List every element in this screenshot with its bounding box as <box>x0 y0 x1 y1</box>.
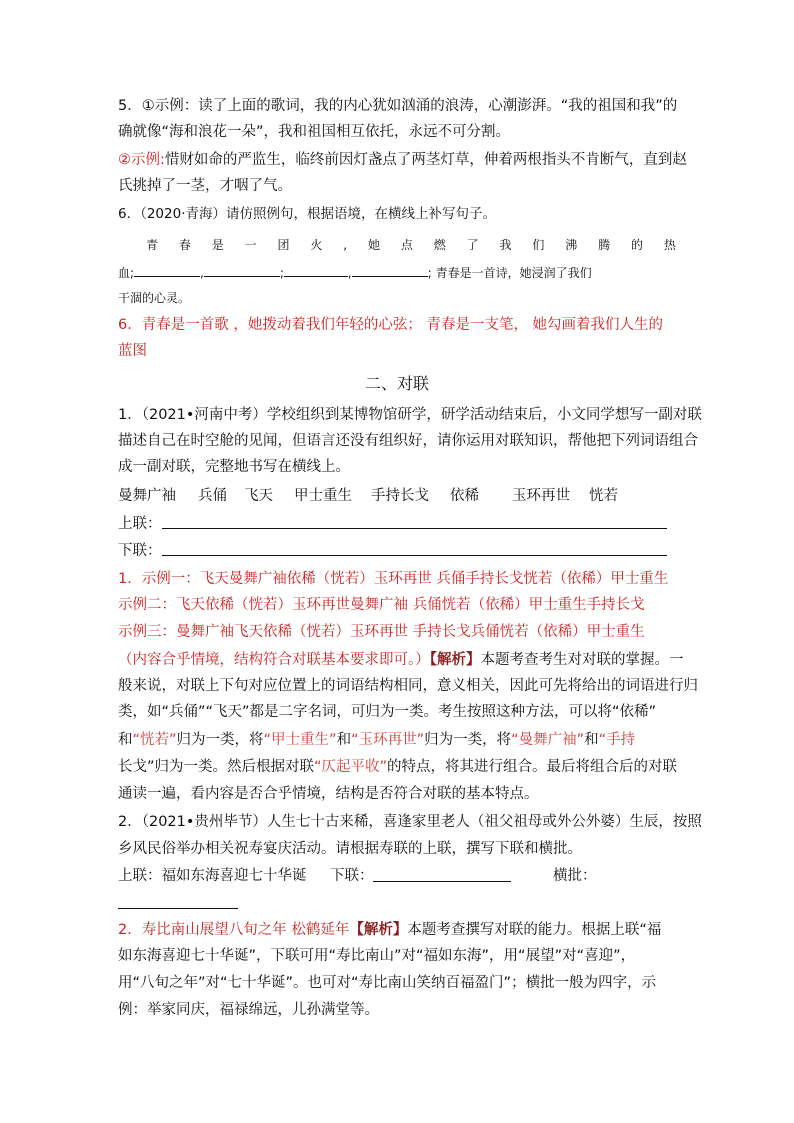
q1-note-text: （内容合乎情境，结构符合对联基本要求即可。） <box>118 652 430 668</box>
q2-answer-text: 2．寿比南山展望八旬之年 松鹤延年 <box>118 922 350 938</box>
q2-horizontal-label: 横批： <box>553 868 597 884</box>
q1-lower-answer-line[interactable] <box>162 555 667 556</box>
example-char: 团 <box>277 238 290 252</box>
q1-analysis-line-6: 通读一遍，看内容是否合乎情境，结构是否符合对联的基本特点。 <box>118 786 539 802</box>
q6-comma: , <box>347 266 352 280</box>
q2-analysis-line-3: 用“八旬之年”对“七十华诞”。也可对“寿比南山笑纳百福盈门”；横批一般为四字，示 <box>118 975 657 991</box>
q1-answer-ex2: 示例二：飞天依稀（恍若）玉环再世曼舞广袖 兵俑恍若（依稀）甲士重生手持长戈 <box>118 597 645 613</box>
q6-line-end: ; 青春是一首诗，她浸润了我们 <box>427 266 592 280</box>
text: 归为一类，将 <box>424 732 512 748</box>
example-char: 春 <box>178 238 191 252</box>
example-char: 一 <box>244 238 257 252</box>
text: 的特点，将其进行组合。最后将组合后的对联 <box>387 759 678 775</box>
section-title: 二、对联 <box>364 374 429 393</box>
q6-comma: , <box>200 266 204 280</box>
q6-semicolon: ; <box>279 266 284 280</box>
text: 和 <box>118 732 133 748</box>
q6-answer-line-1: 6．青春是一首歌 ，她拨动着我们年轻的心弦； 青春是一支笔， 她勾画着我们人生的 <box>118 317 664 333</box>
example-char: 她 <box>367 238 380 252</box>
highlight: “仄起平收” <box>314 759 388 775</box>
q2-analysis-line-2: 如东海喜迎七十华诞”，下联可用“寿比南山”对“福如东海”，用“展望”对“喜迎”， <box>118 948 636 964</box>
example-char: 青 <box>146 238 159 252</box>
q1-answer-ex3: 示例三：曼舞广袖飞天依稀（恍若）玉环再世 手持长戈兵俑恍若（依稀）甲士重生 <box>118 624 645 640</box>
example-char: 了 <box>466 238 479 252</box>
q2-upper: 上联：福如东海喜迎七十华诞 <box>118 868 307 884</box>
example-char: 火 <box>310 238 323 252</box>
q6-stem: 6．（2020·青海）请仿照例句，根据语境，在横线上补写句子。 <box>118 206 496 222</box>
text: 长戈”归为一类。然后根据对联 <box>118 759 315 775</box>
example-char: 的 <box>630 238 643 252</box>
example-char: 是 <box>211 238 224 252</box>
q1-line-1: 1．（2021•河南中考）学校组织到某博物馆研学，研学活动结束后，小文同学想写一副对联 <box>118 407 702 423</box>
word: 依稀 <box>450 488 479 504</box>
word: 玉环再世 <box>512 488 570 504</box>
q1-analysis-line-3: 类，如“兵俑”“飞天”都是二字名词，可归为一类。考生按照这种方法，可以将“依稀” <box>118 704 657 720</box>
highlight: “玉环再世” <box>351 732 425 748</box>
example-char: 点 <box>400 238 413 252</box>
q1-answer-note <box>118 650 684 670</box>
example-char: 腾 <box>598 238 611 252</box>
highlight: “甲士重生” <box>263 732 337 748</box>
example-char: 沸 <box>565 238 578 252</box>
q2-analysis-text: 本题考查撰写对联的能力。根据上联“福 <box>407 922 662 938</box>
q1-lower-label: 下联： <box>118 543 162 559</box>
example-char: , <box>343 238 348 252</box>
q6-blank-3[interactable] <box>284 262 348 277</box>
q5-answer-line-2: 确就像“海和浪花一朵”，我和祖国相互依托，永远不可分割。 <box>118 124 511 140</box>
highlight: “曼舞广袖” <box>511 732 585 748</box>
q1-analysis-line-4 <box>118 730 635 750</box>
analysis-tag: 【解析】 <box>429 652 481 668</box>
text: 和 <box>584 732 599 748</box>
q2-answer-line-1 <box>118 920 661 940</box>
q2-line-2: 乡风民俗举办相关祝寿宴庆活动。请根据寿联的上联，撰写下联和横批。 <box>118 841 582 857</box>
word: 甲士重生 <box>294 488 352 504</box>
highlight: “恍若” <box>132 732 177 748</box>
q6-blank-4[interactable] <box>352 262 428 277</box>
word: 手持长戈 <box>371 488 429 504</box>
q2-analysis-line-4: 例：举家同庆，福禄绵远，儿孙满堂等。 <box>118 1002 379 1018</box>
highlight: “手持 <box>598 732 636 748</box>
q6-blank-2[interactable] <box>204 262 280 277</box>
q6-line-3: 干涸的心灵。 <box>118 291 191 305</box>
text: 和 <box>336 732 352 748</box>
q6-blank-line <box>118 262 592 283</box>
q6-blank-1[interactable] <box>134 262 200 277</box>
q1-upper-label: 上联： <box>118 516 162 532</box>
example-char: 我 <box>499 238 512 252</box>
word: 飞天 <box>244 488 273 504</box>
q6-answer-line-2: 蓝图 <box>118 343 147 359</box>
example-char: 热 <box>663 238 676 252</box>
q5-answer-line-3 <box>118 150 687 170</box>
word: 兵俑 <box>198 488 227 504</box>
example-char: 燃 <box>433 238 446 252</box>
q2-lower-label: 下联： <box>330 868 374 884</box>
q2-horizontal-answer-line[interactable] <box>118 908 238 909</box>
q5-example-text: 惜财如命的严监生，临终前因灯盏点了两茎灯草，伸着两根指头不肯断气，直到赵 <box>164 152 687 168</box>
q6-line-start: 血; <box>118 266 135 280</box>
q2-line-1: 2．（2021•贵州毕节）人生七十古来稀，喜逢家里老人（祖父祖母或外公外婆）生辰，按照 <box>118 814 702 830</box>
q1-line-3: 成一副对联，完整地书写在横线上。 <box>118 459 350 475</box>
q1-line-2: 描述自己在时空舱的见闻，但语言还没有组织好，请你运用对联知识，帮他把下列词语组合 <box>118 433 698 449</box>
example-char: 们 <box>532 238 545 252</box>
q6-example-line <box>146 236 676 254</box>
word: 曼舞广袖 <box>118 488 176 504</box>
q1-upper-answer-line[interactable] <box>162 528 667 529</box>
q1-analysis-line-5 <box>118 757 677 777</box>
q1-answer-ex1: 1．示例一：飞天曼舞广袖依稀（恍若）玉环再世 兵俑手持长戈恍若（依稀）甲士重生 <box>118 571 669 587</box>
analysis-tag: 【解析】 <box>349 922 408 938</box>
q1-analysis-text: 本题考查考生对对联的掌握。一 <box>480 652 684 668</box>
q5-answer-line-4: 氏挑掉了一茎，才咽了气。 <box>118 178 292 194</box>
text: 归为一类，将 <box>176 732 264 748</box>
q5-example-marker: ②示例: <box>118 152 165 168</box>
q1-analysis-line-2: 般来说，对联上下句对应位置上的词语结构相同，意义相关，因此可先将给出的词语进行归 <box>118 678 698 694</box>
word: 恍若 <box>589 488 618 504</box>
q2-lower-answer-line[interactable] <box>373 881 511 882</box>
q5-answer-line-1: 5．①示例：读了上面的歌词，我的内心犹如汹涌的浪涛，心潮澎湃。“我的祖国和我”的 <box>118 98 678 114</box>
